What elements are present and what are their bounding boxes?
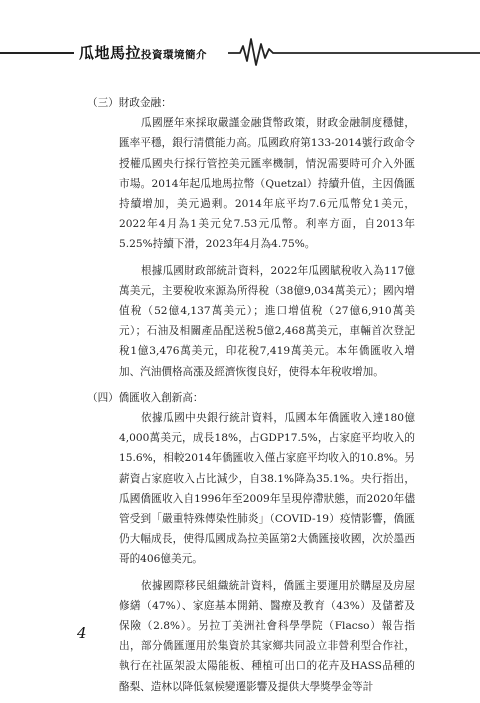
header-title-main: 瓜地馬拉 — [79, 44, 142, 62]
page-number: 4 — [77, 624, 87, 642]
header-title — [79, 42, 207, 63]
section-heading-finance: （三）財政金融： — [87, 97, 172, 109]
section-heading-remittance: （四）僑匯收入創新高： — [87, 391, 204, 404]
running-header — [0, 34, 480, 70]
paragraph-finance-1: 瓜國歷年來採取嚴謹金融貨幣政策，財政金融制度穩健，匯率平穩，銀行清償能力高。瓜國政府第133-2014號行政命令授權瓜國央行採行管控美元匯率機制，情況需要時可介入外匯市場。2014年起瓜地馬拉幣（Quetzal）持續升值，主因僑匯持續增加，美元過剩。2014年底平均7.6元瓜幣兌1美元，2022年4月為1美元兌7.53元瓜幣。利率方面，自2013年5.25%持續下滑，2023年4月為4.75%。 — [119, 117, 415, 251]
paragraph-remittance-1: 依據瓜國中央銀行統計資料，瓜國本年僑匯收入達180億4,000萬美元，成長18%，占GDP17.5%，占家庭平均收入的15.6%，相較2014年僑匯收入僅占家庭平均收入的10.8%。另薪資占家庭收入占比減少，自38.1%降為35.1%。央行指出，瓜國僑匯收入自1996年至2009年呈現停滯狀態，而2020年儘管受到「嚴重特殊傳染性肺炎」（COVID-19）疫情影響，僑匯仍大幅成長，使得瓜國成為拉美區第2大僑匯接收國，次於墨西哥的406億美元。 — [119, 412, 415, 566]
header-title-sub: 投資環境簡介 — [141, 49, 208, 61]
paragraph-finance-2: 根據瓜國財政部統計資料，2022年瓜國賦稅收入為117億萬美元，主要稅收來源為所得稅（38億9,034萬美元）；國內增值稅（52億4,137萬美元）；進口增值稅（27億6,910萬美元）；石油及相關產品配送稅5億2,468萬美元，車輛首次登記稅1億3,476萬美元，印花稅7,419萬美元。本年僑匯收入增加、汽油價格高漲及經濟恢復良好，使得本年稅收增加。 — [119, 264, 415, 378]
header-pulse-line — [0, 34, 480, 70]
page-body — [79, 93, 415, 703]
paragraph-remittance-2: 依據國際移民組織統計資料，僑匯主要運用於購屋及房屋修繕（47%）、家庭基本開銷、醫療及教育（43%）及儲蓄及保險（2.8%）。另拉丁美洲社會科學學院（Flacso）報告指出，部分僑匯運用於集資於其家鄉共同設立非營利型合作社，執行在社區架設太陽能板、種植可出口的花卉及HASS品種的酪梨、造林以降低氣候變遷影響及提供大學獎學金等計 — [119, 579, 415, 693]
